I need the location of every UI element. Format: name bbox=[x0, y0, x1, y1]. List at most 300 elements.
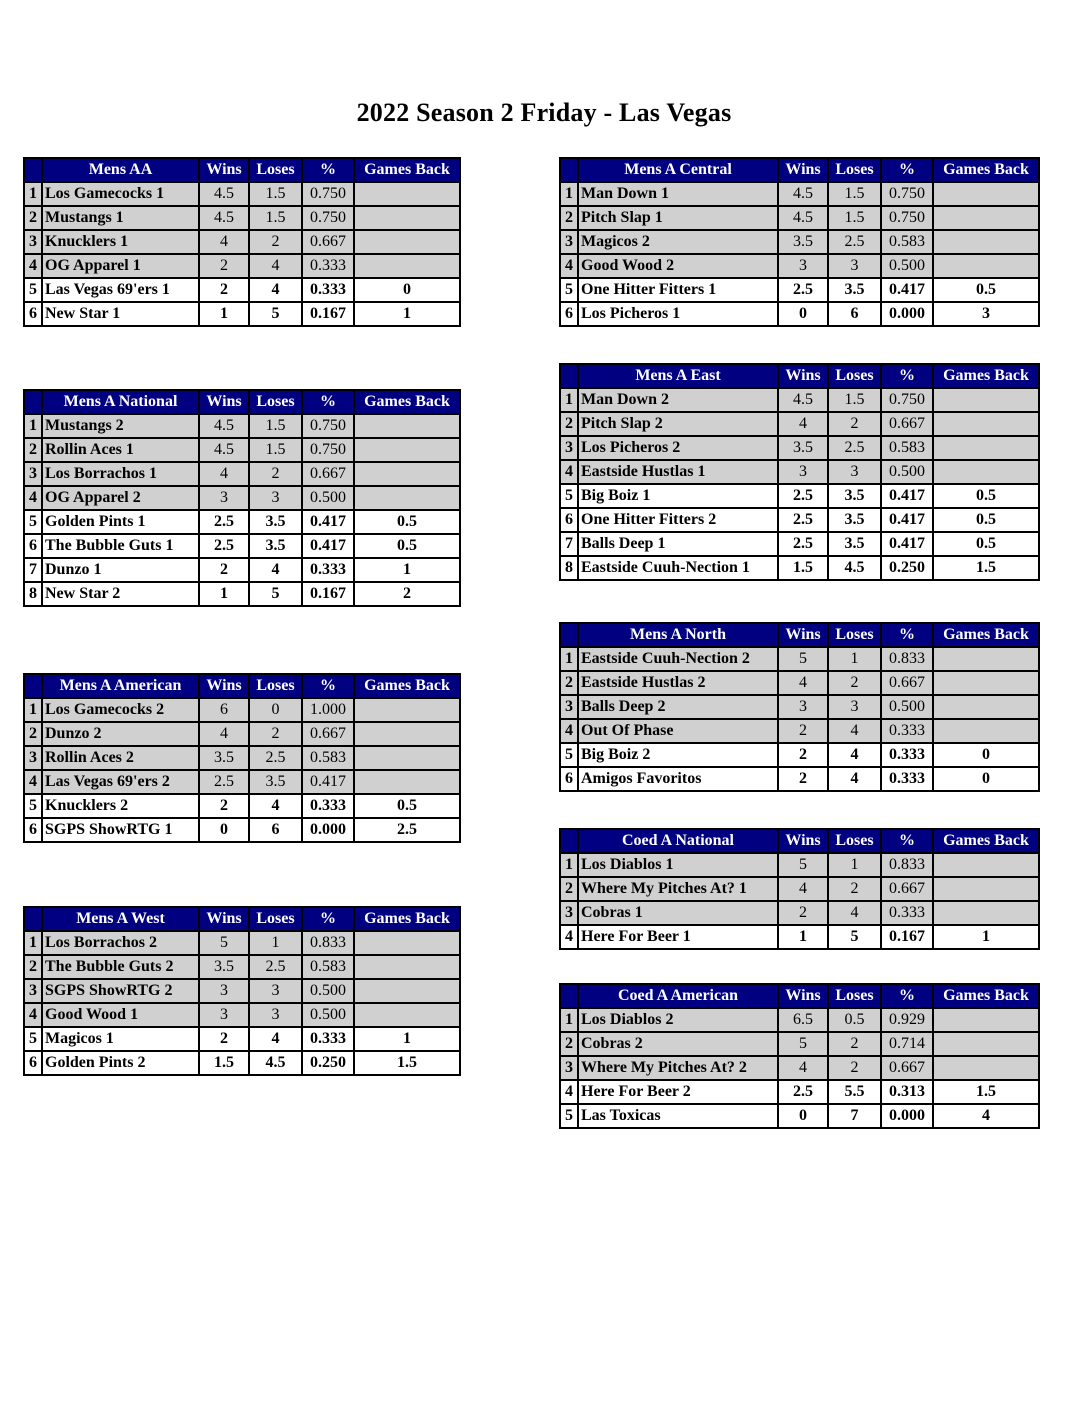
rank-cell: 4 bbox=[560, 1080, 578, 1104]
games-back-cell: 1 bbox=[354, 558, 460, 582]
table-row bbox=[24, 230, 460, 254]
pct-header: % bbox=[302, 674, 354, 698]
rank-cell: 4 bbox=[560, 460, 578, 484]
pct-cell: 0.583 bbox=[881, 436, 933, 460]
games-back-cell bbox=[933, 671, 1039, 695]
rank-cell: 2 bbox=[24, 955, 42, 979]
team-name-cell: Man Down 2 bbox=[578, 388, 778, 412]
games-back-header: Games Back bbox=[354, 158, 460, 182]
loses-header: Loses bbox=[828, 623, 881, 647]
wins-cell: 2.5 bbox=[199, 770, 249, 794]
games-back-cell bbox=[354, 770, 460, 794]
rank-cell: 3 bbox=[560, 901, 578, 925]
wins-header: Wins bbox=[199, 907, 249, 931]
rank-cell: 4 bbox=[24, 254, 42, 278]
team-name-cell: The Bubble Guts 1 bbox=[42, 534, 199, 558]
table-row bbox=[24, 794, 460, 818]
games-back-cell: 0 bbox=[354, 278, 460, 302]
games-back-cell bbox=[933, 182, 1039, 206]
loses-cell: 2 bbox=[828, 1056, 881, 1080]
loses-cell: 4.5 bbox=[249, 1051, 302, 1075]
games-back-cell bbox=[933, 460, 1039, 484]
games-back-cell: 0 bbox=[933, 767, 1039, 791]
table-row bbox=[24, 746, 460, 770]
loses-cell: 3 bbox=[828, 695, 881, 719]
team-name-cell: SGPS ShowRTG 1 bbox=[42, 818, 199, 842]
games-back-cell bbox=[354, 206, 460, 230]
table-row bbox=[560, 508, 1039, 532]
team-name-cell: Las Vegas 69'ers 1 bbox=[42, 278, 199, 302]
pct-cell: 0.583 bbox=[881, 230, 933, 254]
team-name-cell: Knucklers 2 bbox=[42, 794, 199, 818]
wins-cell: 1 bbox=[199, 302, 249, 326]
pct-cell: 0.333 bbox=[881, 719, 933, 743]
loses-cell: 3 bbox=[249, 486, 302, 510]
wins-cell: 3 bbox=[199, 486, 249, 510]
table-row bbox=[24, 414, 460, 438]
wins-cell: 3.5 bbox=[778, 436, 828, 460]
team-name-cell: Eastside Cuuh-Nection 1 bbox=[578, 556, 778, 580]
loses-cell: 2 bbox=[828, 412, 881, 436]
header-row bbox=[560, 158, 1039, 182]
team-name-cell: Dunzo 1 bbox=[42, 558, 199, 582]
pct-cell: 0.250 bbox=[302, 1051, 354, 1075]
pct-cell: 0.313 bbox=[881, 1080, 933, 1104]
games-back-cell: 0.5 bbox=[354, 534, 460, 558]
team-name-cell: OG Apparel 1 bbox=[42, 254, 199, 278]
loses-cell: 4 bbox=[249, 1027, 302, 1051]
games-back-header: Games Back bbox=[933, 984, 1039, 1008]
table-row bbox=[560, 1008, 1039, 1032]
table-row bbox=[560, 412, 1039, 436]
games-back-header: Games Back bbox=[933, 364, 1039, 388]
pct-header: % bbox=[302, 158, 354, 182]
loses-cell: 2.5 bbox=[828, 230, 881, 254]
pct-cell: 0.583 bbox=[302, 746, 354, 770]
team-name-cell: Here For Beer 1 bbox=[578, 925, 778, 949]
wins-cell: 3 bbox=[199, 1003, 249, 1027]
rank-cell: 5 bbox=[24, 278, 42, 302]
loses-cell: 5 bbox=[828, 925, 881, 949]
wins-cell: 3 bbox=[778, 695, 828, 719]
team-name-cell: OG Apparel 2 bbox=[42, 486, 199, 510]
wins-cell: 4.5 bbox=[199, 414, 249, 438]
team-name-cell: Cobras 1 bbox=[578, 901, 778, 925]
games-back-cell bbox=[354, 182, 460, 206]
games-back-cell bbox=[933, 206, 1039, 230]
table-row bbox=[560, 1104, 1039, 1128]
wins-cell: 2 bbox=[778, 901, 828, 925]
games-back-cell: 1 bbox=[354, 302, 460, 326]
table-row bbox=[560, 767, 1039, 791]
loses-cell: 3 bbox=[828, 460, 881, 484]
team-name-cell: Mustangs 1 bbox=[42, 206, 199, 230]
table-row bbox=[24, 698, 460, 722]
rank-cell: 5 bbox=[560, 278, 578, 302]
games-back-cell bbox=[354, 438, 460, 462]
loses-cell: 0.5 bbox=[828, 1008, 881, 1032]
loses-header: Loses bbox=[249, 390, 302, 414]
rank-cell: 4 bbox=[560, 254, 578, 278]
pct-cell: 0.500 bbox=[302, 1003, 354, 1027]
games-back-cell: 0.5 bbox=[354, 794, 460, 818]
table-row bbox=[560, 1080, 1039, 1104]
wins-cell: 5 bbox=[778, 647, 828, 671]
pct-cell: 0.929 bbox=[881, 1008, 933, 1032]
wins-cell: 5 bbox=[778, 853, 828, 877]
standings-table-mens-a-west bbox=[23, 906, 461, 1076]
loses-cell: 4 bbox=[828, 767, 881, 791]
wins-cell: 2 bbox=[778, 743, 828, 767]
pct-cell: 0.833 bbox=[302, 931, 354, 955]
games-back-cell bbox=[354, 1003, 460, 1027]
division-name: Mens A North bbox=[578, 623, 778, 647]
table-row bbox=[560, 388, 1039, 412]
rank-cell: 7 bbox=[560, 532, 578, 556]
pct-header: % bbox=[881, 623, 933, 647]
loses-cell: 1.5 bbox=[828, 388, 881, 412]
division-name: Mens AA bbox=[42, 158, 199, 182]
rank-cell: 3 bbox=[24, 462, 42, 486]
wins-cell: 5 bbox=[199, 931, 249, 955]
rank-cell: 1 bbox=[24, 182, 42, 206]
wins-cell: 2.5 bbox=[199, 534, 249, 558]
pct-cell: 0.750 bbox=[302, 182, 354, 206]
team-name-cell: Rollin Aces 1 bbox=[42, 438, 199, 462]
pct-cell: 0.667 bbox=[881, 1056, 933, 1080]
table-row bbox=[560, 436, 1039, 460]
rank-header-cell bbox=[560, 364, 578, 388]
games-back-cell bbox=[933, 254, 1039, 278]
rank-cell: 3 bbox=[560, 1056, 578, 1080]
rank-cell: 1 bbox=[24, 931, 42, 955]
pct-header: % bbox=[881, 829, 933, 853]
loses-cell: 5.5 bbox=[828, 1080, 881, 1104]
table-row bbox=[560, 182, 1039, 206]
pct-cell: 0.750 bbox=[302, 206, 354, 230]
wins-cell: 3.5 bbox=[199, 746, 249, 770]
games-back-cell bbox=[933, 901, 1039, 925]
table-row bbox=[24, 254, 460, 278]
rank-cell: 2 bbox=[24, 206, 42, 230]
rank-cell: 3 bbox=[560, 695, 578, 719]
rank-cell: 2 bbox=[560, 877, 578, 901]
team-name-cell: Golden Pints 1 bbox=[42, 510, 199, 534]
team-name-cell: Eastside Hustlas 2 bbox=[578, 671, 778, 695]
wins-cell: 4.5 bbox=[199, 206, 249, 230]
pct-cell: 0.167 bbox=[302, 582, 354, 606]
table-row bbox=[560, 556, 1039, 580]
table-row bbox=[560, 484, 1039, 508]
games-back-cell bbox=[354, 722, 460, 746]
team-name-cell: One Hitter Fitters 1 bbox=[578, 278, 778, 302]
table-row bbox=[24, 582, 460, 606]
rank-cell: 8 bbox=[560, 556, 578, 580]
games-back-cell bbox=[933, 647, 1039, 671]
pct-cell: 0.714 bbox=[881, 1032, 933, 1056]
pct-cell: 0.333 bbox=[302, 1027, 354, 1051]
team-name-cell: Here For Beer 2 bbox=[578, 1080, 778, 1104]
wins-cell: 2 bbox=[199, 254, 249, 278]
header-row bbox=[560, 623, 1039, 647]
team-name-cell: New Star 1 bbox=[42, 302, 199, 326]
pct-cell: 0.500 bbox=[881, 695, 933, 719]
rank-cell: 5 bbox=[560, 1104, 578, 1128]
pct-cell: 0.000 bbox=[302, 818, 354, 842]
header-row bbox=[560, 364, 1039, 388]
rank-header-cell bbox=[24, 158, 42, 182]
games-back-cell bbox=[933, 1056, 1039, 1080]
rank-header-cell bbox=[560, 984, 578, 1008]
loses-cell: 3.5 bbox=[828, 508, 881, 532]
page-title: 2022 Season 2 Friday - Las Vegas bbox=[356, 98, 732, 127]
table-row bbox=[24, 818, 460, 842]
pct-cell: 0.417 bbox=[881, 508, 933, 532]
rank-cell: 2 bbox=[24, 438, 42, 462]
table-row bbox=[24, 486, 460, 510]
loses-cell: 5 bbox=[249, 302, 302, 326]
loses-cell: 4 bbox=[249, 558, 302, 582]
team-name-cell: Where My Pitches At? 2 bbox=[578, 1056, 778, 1080]
team-name-cell: Out Of Phase bbox=[578, 719, 778, 743]
rank-cell: 4 bbox=[24, 1003, 42, 1027]
wins-cell: 6.5 bbox=[778, 1008, 828, 1032]
wins-cell: 4 bbox=[778, 1056, 828, 1080]
loses-cell: 3 bbox=[249, 979, 302, 1003]
header-row bbox=[560, 829, 1039, 853]
pct-cell: 0.417 bbox=[881, 532, 933, 556]
games-back-cell: 1.5 bbox=[933, 556, 1039, 580]
pct-header: % bbox=[302, 907, 354, 931]
wins-cell: 2.5 bbox=[778, 484, 828, 508]
loses-cell: 4 bbox=[828, 743, 881, 767]
table-row bbox=[24, 182, 460, 206]
division-name: Mens A Central bbox=[578, 158, 778, 182]
team-name-cell: The Bubble Guts 2 bbox=[42, 955, 199, 979]
pct-cell: 0.417 bbox=[302, 770, 354, 794]
team-name-cell: Los Borrachos 2 bbox=[42, 931, 199, 955]
pct-cell: 0.750 bbox=[302, 438, 354, 462]
games-back-cell bbox=[354, 698, 460, 722]
loses-cell: 2.5 bbox=[828, 436, 881, 460]
rank-cell: 5 bbox=[24, 1027, 42, 1051]
table-row bbox=[560, 647, 1039, 671]
pct-cell: 0.167 bbox=[302, 302, 354, 326]
loses-cell: 3.5 bbox=[249, 770, 302, 794]
loses-cell: 2 bbox=[249, 230, 302, 254]
wins-cell: 2 bbox=[199, 278, 249, 302]
games-back-header: Games Back bbox=[933, 158, 1039, 182]
wins-cell: 4 bbox=[199, 462, 249, 486]
loses-header: Loses bbox=[249, 158, 302, 182]
pct-cell: 0.333 bbox=[881, 743, 933, 767]
pct-cell: 0.833 bbox=[881, 647, 933, 671]
rank-cell: 1 bbox=[560, 647, 578, 671]
loses-cell: 3.5 bbox=[249, 510, 302, 534]
team-name-cell: Magicos 2 bbox=[578, 230, 778, 254]
pct-cell: 1.000 bbox=[302, 698, 354, 722]
rank-cell: 1 bbox=[24, 414, 42, 438]
wins-cell: 4.5 bbox=[778, 206, 828, 230]
loses-cell: 2 bbox=[828, 1032, 881, 1056]
wins-cell: 0 bbox=[778, 302, 828, 326]
standings-table-mens-a-central bbox=[559, 157, 1040, 327]
wins-cell: 2.5 bbox=[778, 532, 828, 556]
games-back-cell: 1.5 bbox=[933, 1080, 1039, 1104]
loses-cell: 2.5 bbox=[249, 955, 302, 979]
rank-cell: 3 bbox=[24, 979, 42, 1003]
rank-header-cell bbox=[560, 829, 578, 853]
table-row bbox=[560, 853, 1039, 877]
loses-cell: 1.5 bbox=[828, 182, 881, 206]
table-row bbox=[24, 534, 460, 558]
loses-cell: 1.5 bbox=[249, 438, 302, 462]
standings-table-mens-aa bbox=[23, 157, 461, 327]
games-back-cell bbox=[354, 462, 460, 486]
games-back-cell: 4 bbox=[933, 1104, 1039, 1128]
loses-cell: 4 bbox=[249, 278, 302, 302]
pct-cell: 0.667 bbox=[881, 877, 933, 901]
pct-cell: 0.833 bbox=[881, 853, 933, 877]
wins-cell: 5 bbox=[778, 1032, 828, 1056]
rank-header-cell bbox=[560, 623, 578, 647]
games-back-cell: 3 bbox=[933, 302, 1039, 326]
wins-cell: 4.5 bbox=[778, 388, 828, 412]
pct-cell: 0.417 bbox=[881, 484, 933, 508]
standings-table-mens-a-north bbox=[559, 622, 1040, 792]
wins-cell: 3 bbox=[778, 460, 828, 484]
rank-cell: 6 bbox=[24, 534, 42, 558]
table-row bbox=[24, 1003, 460, 1027]
games-back-cell bbox=[933, 695, 1039, 719]
table-row bbox=[560, 460, 1039, 484]
wins-cell: 6 bbox=[199, 698, 249, 722]
table-row bbox=[24, 438, 460, 462]
wins-cell: 2.5 bbox=[778, 508, 828, 532]
rank-cell: 5 bbox=[24, 794, 42, 818]
rank-cell: 1 bbox=[24, 698, 42, 722]
rank-cell: 6 bbox=[24, 818, 42, 842]
division-name: Coed A National bbox=[578, 829, 778, 853]
games-back-cell bbox=[933, 853, 1039, 877]
pct-cell: 0.333 bbox=[302, 278, 354, 302]
games-back-cell bbox=[354, 230, 460, 254]
games-back-header: Games Back bbox=[354, 674, 460, 698]
pct-header: % bbox=[881, 158, 933, 182]
games-back-cell: 1 bbox=[933, 925, 1039, 949]
rank-cell: 5 bbox=[560, 743, 578, 767]
loses-cell: 6 bbox=[828, 302, 881, 326]
team-name-cell: Man Down 1 bbox=[578, 182, 778, 206]
games-back-cell bbox=[933, 1008, 1039, 1032]
games-back-cell: 0 bbox=[933, 743, 1039, 767]
loses-cell: 4 bbox=[249, 254, 302, 278]
pct-cell: 0.333 bbox=[302, 794, 354, 818]
pct-cell: 0.667 bbox=[302, 230, 354, 254]
pct-cell: 0.667 bbox=[302, 462, 354, 486]
pct-cell: 0.500 bbox=[302, 979, 354, 1003]
wins-header: Wins bbox=[199, 390, 249, 414]
rank-cell: 1 bbox=[560, 182, 578, 206]
table-row bbox=[24, 931, 460, 955]
games-back-header: Games Back bbox=[933, 623, 1039, 647]
table-row bbox=[24, 722, 460, 746]
loses-cell: 1.5 bbox=[249, 414, 302, 438]
table-row bbox=[560, 230, 1039, 254]
games-back-cell bbox=[354, 746, 460, 770]
standings-table-coed-a-national bbox=[559, 828, 1040, 950]
pct-cell: 0.667 bbox=[302, 722, 354, 746]
rank-cell: 2 bbox=[560, 412, 578, 436]
loses-cell: 4.5 bbox=[828, 556, 881, 580]
team-name-cell: Los Picheros 1 bbox=[578, 302, 778, 326]
wins-cell: 4.5 bbox=[199, 182, 249, 206]
games-back-cell: 0.5 bbox=[354, 510, 460, 534]
loses-cell: 3 bbox=[828, 254, 881, 278]
table-row bbox=[24, 1051, 460, 1075]
team-name-cell: Los Picheros 2 bbox=[578, 436, 778, 460]
rank-cell: 4 bbox=[24, 770, 42, 794]
table-row bbox=[560, 1032, 1039, 1056]
wins-cell: 2.5 bbox=[199, 510, 249, 534]
team-name-cell: Knucklers 1 bbox=[42, 230, 199, 254]
wins-cell: 0 bbox=[778, 1104, 828, 1128]
wins-cell: 1.5 bbox=[778, 556, 828, 580]
loses-cell: 2 bbox=[828, 671, 881, 695]
games-back-cell: 2 bbox=[354, 582, 460, 606]
wins-cell: 4 bbox=[199, 722, 249, 746]
team-name-cell: Eastside Cuuh-Nection 2 bbox=[578, 647, 778, 671]
games-back-cell bbox=[933, 877, 1039, 901]
pct-header: % bbox=[881, 364, 933, 388]
loses-cell: 3.5 bbox=[828, 532, 881, 556]
table-row bbox=[24, 979, 460, 1003]
loses-cell: 5 bbox=[249, 582, 302, 606]
loses-header: Loses bbox=[828, 158, 881, 182]
rank-cell: 4 bbox=[560, 719, 578, 743]
pct-cell: 0.500 bbox=[881, 460, 933, 484]
table-row bbox=[560, 671, 1039, 695]
team-name-cell: New Star 2 bbox=[42, 582, 199, 606]
wins-cell: 2 bbox=[778, 767, 828, 791]
games-back-cell bbox=[354, 931, 460, 955]
standings-table-mens-a-american bbox=[23, 673, 461, 843]
team-name-cell: Balls Deep 2 bbox=[578, 695, 778, 719]
table-row bbox=[560, 925, 1039, 949]
games-back-cell: 1.5 bbox=[354, 1051, 460, 1075]
games-back-cell bbox=[354, 254, 460, 278]
table-row bbox=[560, 302, 1039, 326]
rank-cell: 2 bbox=[560, 206, 578, 230]
wins-cell: 2 bbox=[199, 794, 249, 818]
rank-cell: 1 bbox=[560, 1008, 578, 1032]
rank-cell: 2 bbox=[560, 1032, 578, 1056]
pct-cell: 0.000 bbox=[881, 302, 933, 326]
rank-header-cell bbox=[24, 674, 42, 698]
wins-header: Wins bbox=[778, 364, 828, 388]
table-row bbox=[24, 278, 460, 302]
wins-cell: 2 bbox=[199, 558, 249, 582]
loses-cell: 4 bbox=[249, 794, 302, 818]
table-row bbox=[24, 206, 460, 230]
rank-cell: 4 bbox=[24, 486, 42, 510]
rank-cell: 6 bbox=[24, 302, 42, 326]
wins-cell: 2.5 bbox=[778, 278, 828, 302]
rank-header-cell bbox=[24, 907, 42, 931]
pct-cell: 0.333 bbox=[881, 767, 933, 791]
team-name-cell: One Hitter Fitters 2 bbox=[578, 508, 778, 532]
pct-cell: 0.333 bbox=[881, 901, 933, 925]
